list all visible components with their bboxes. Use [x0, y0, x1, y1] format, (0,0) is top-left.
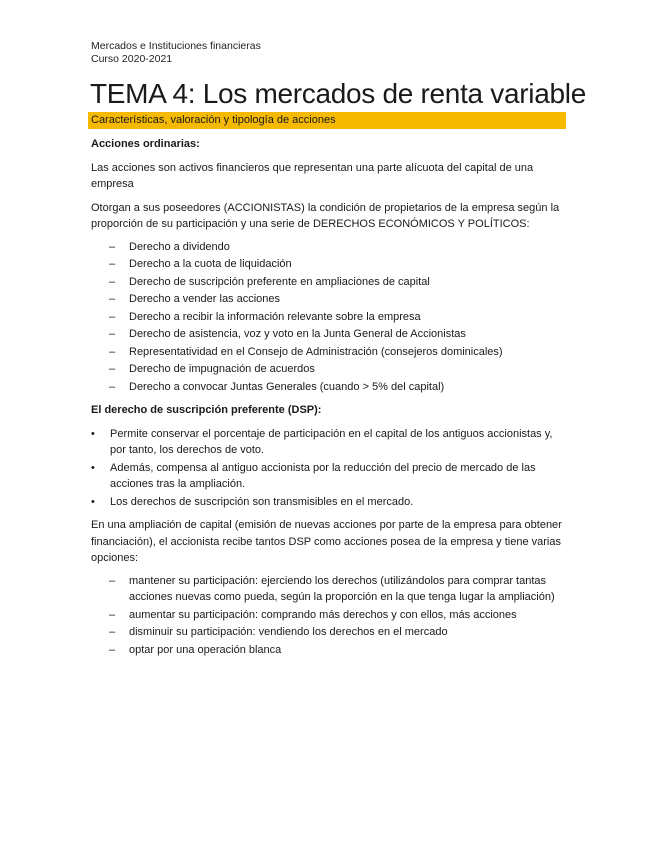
rights-list	[91, 239, 566, 396]
page-title: TEMA 4: Los mercados de renta variable	[90, 78, 586, 109]
list-item-text: Los derechos de suscripción son transmisibles en el mercado.	[110, 495, 414, 508]
list-item-text: Derecho a la cuota de liquidación	[129, 258, 292, 270]
dash-marker: –	[109, 380, 116, 393]
list-item	[91, 379, 566, 396]
list-item	[91, 573, 566, 606]
list-item-text: Derecho a recibir la información relevante sobre la empresa	[129, 310, 421, 323]
paragraph-capital-increase: En una ampliación de capital (emisión de nuevas acciones por parte de la empresa para obtener financiación), el accionista recibe tantos DSP como acciones posea de la empresa y tiene varias opciones:	[91, 519, 562, 564]
header-course-name: Mercados e Instituciones financieras	[91, 40, 261, 52]
list-item	[91, 624, 566, 641]
header-course-year: Curso 2020-2021	[91, 53, 173, 65]
list-item-text: Representatividad en el Consejo de Administración (consejeros dominicales)	[129, 345, 503, 358]
list-item	[91, 361, 566, 378]
dash-marker: –	[109, 328, 116, 340]
list-item	[91, 309, 566, 326]
dash-marker: –	[109, 258, 116, 270]
bullet-marker: •	[91, 495, 95, 508]
dash-marker: –	[109, 363, 116, 375]
dash-marker: –	[109, 608, 116, 621]
dash-marker: –	[109, 626, 116, 638]
subtitle-highlight: Características, valoración y tipología de acciones	[88, 112, 566, 129]
list-item	[91, 494, 566, 511]
options-list	[91, 573, 566, 659]
paragraph-definition: Las acciones son activos financieros que representan una parte alícuota del capital de una empresa	[91, 161, 534, 190]
dash-marker: –	[109, 240, 116, 253]
document-body	[91, 136, 566, 658]
list-item	[91, 460, 566, 493]
list-item-text: Derecho de impugnación de acuerdos	[129, 363, 315, 375]
list-item-text: Derecho de suscripción preferente en ampliaciones de capital	[129, 275, 430, 288]
list-item	[91, 274, 566, 291]
list-item-text: Además, compensa al antiguo accionista por la reducción del precio de mercado de las acciones tras la ampliación.	[110, 461, 536, 490]
list-item-text: Derecho a dividendo	[129, 240, 230, 253]
list-item	[91, 344, 566, 361]
dash-marker: –	[109, 293, 116, 305]
list-item	[91, 239, 566, 256]
list-item-text: Derecho a convocar Juntas Generales (cuando > 5% del capital)	[129, 380, 445, 393]
list-item-text: disminuir su participación: vendiendo los derechos en el mercado	[129, 626, 448, 638]
list-item-text: Derecho a vender las acciones	[129, 293, 281, 305]
list-item	[91, 256, 566, 273]
list-item-text: mantener su participación: ejerciendo los derechos (utilizándolos para comprar tantas acciones nuevas como pueda, según la proporción en la que tenga lugar la ampliación)	[129, 574, 555, 603]
bullet-marker: •	[91, 461, 95, 474]
dash-marker: –	[109, 310, 116, 323]
section-heading-ordinary-shares: Acciones ordinarias:	[91, 138, 200, 150]
page-header	[91, 40, 261, 66]
dash-marker: –	[109, 345, 116, 358]
list-item	[91, 426, 566, 459]
list-item-text: Derecho de asistencia, voz y voto en la Junta General de Accionistas	[129, 328, 466, 340]
list-item-text: aumentar su participación: comprando más derechos y con ellos, más acciones	[129, 608, 517, 621]
list-item	[91, 607, 566, 624]
list-item-text: optar por una operación blanca	[129, 643, 282, 656]
dash-marker: –	[109, 643, 116, 656]
bullet-marker: •	[91, 427, 95, 440]
list-item-text: Permite conservar el porcentaje de participación en el capital de los antiguos accionistas y, por tanto, los derechos de voto.	[110, 427, 553, 456]
list-item	[91, 291, 566, 308]
dash-marker: –	[109, 275, 116, 288]
dash-marker: –	[109, 574, 116, 587]
list-item	[91, 642, 566, 659]
list-item	[91, 326, 566, 343]
dsp-bullet-list	[91, 426, 566, 511]
section-heading-dsp: El derecho de suscripción preferente (DSP):	[91, 404, 322, 416]
paragraph-rights-intro: Otorgan a sus poseedores (ACCIONISTAS) la condición de propietarios de la empresa según la proporción de su participación y una serie de DERECHOS ECONÓMICOS Y POLÍTICOS:	[91, 201, 560, 230]
